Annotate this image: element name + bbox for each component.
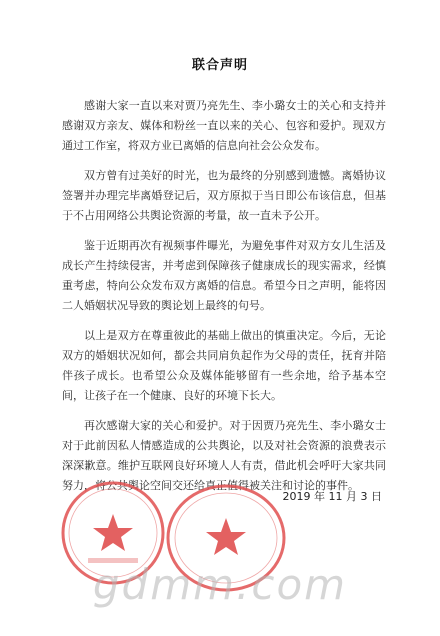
- paragraph-1: 感谢大家一直以来对贾乃亮先生、李小璐女士的关心和支持并感谢双方亲友、媒体和粉丝一直以来的关心、包容和爱护。现双方通过工作室，将双方业已离婚的信息向社会公众发布。: [62, 99, 386, 152]
- star-icon: [206, 518, 246, 555]
- paragraph-2: 双方曾有过美好的时光，也为最终的分别感到遗憾。离婚协议签署并办理完毕离婚登记后，双方原拟于当日即公布该信息，但基于不占用网络公共舆论资源的考量，故一直未予公开。: [62, 169, 386, 222]
- paragraph-3: 鉴于近期再次有视频事件曝光，为避免事件对双方女儿生活及成长产生持续侵害，并考虑到保障孩子健康成长的现实需求，经慎重考虑，特向公众发布双方离婚的信息。希望今日之声明，能将因二人婚姻状况导致的舆论划上最终的句号。: [62, 239, 386, 312]
- star-icon: [93, 514, 133, 551]
- statement-date: 2019 年 11 月 3 日: [282, 490, 382, 503]
- paragraph-5: 再次感谢大家的关心和爱护。对于因贾乃亮先生、李小璐女士对于此前因私人情感造成的公共舆论，以及对社会资源的浪费表示深深歉意。维护互联网良好环境人人有责，借此机会呼吁大家共同努力，将公共舆论空间交还给真正值得被关注和讨论的事件。: [62, 419, 386, 492]
- site-watermark: gdmm.com: [92, 560, 348, 609]
- document-title: 联合声明: [191, 58, 248, 73]
- paragraph-4: 以上是双方在尊重彼此的基础上做出的慎重决定。今后，无论双方的婚姻状况如何，都会共同肩负起作为父母的责任，抚育并陪伴孩子成长。也希望公众及媒体能够留有一些余地，给予基本空间，让孩子在一个健康、良好的环境下长大。: [62, 329, 386, 402]
- statement-body: [62, 96, 386, 506]
